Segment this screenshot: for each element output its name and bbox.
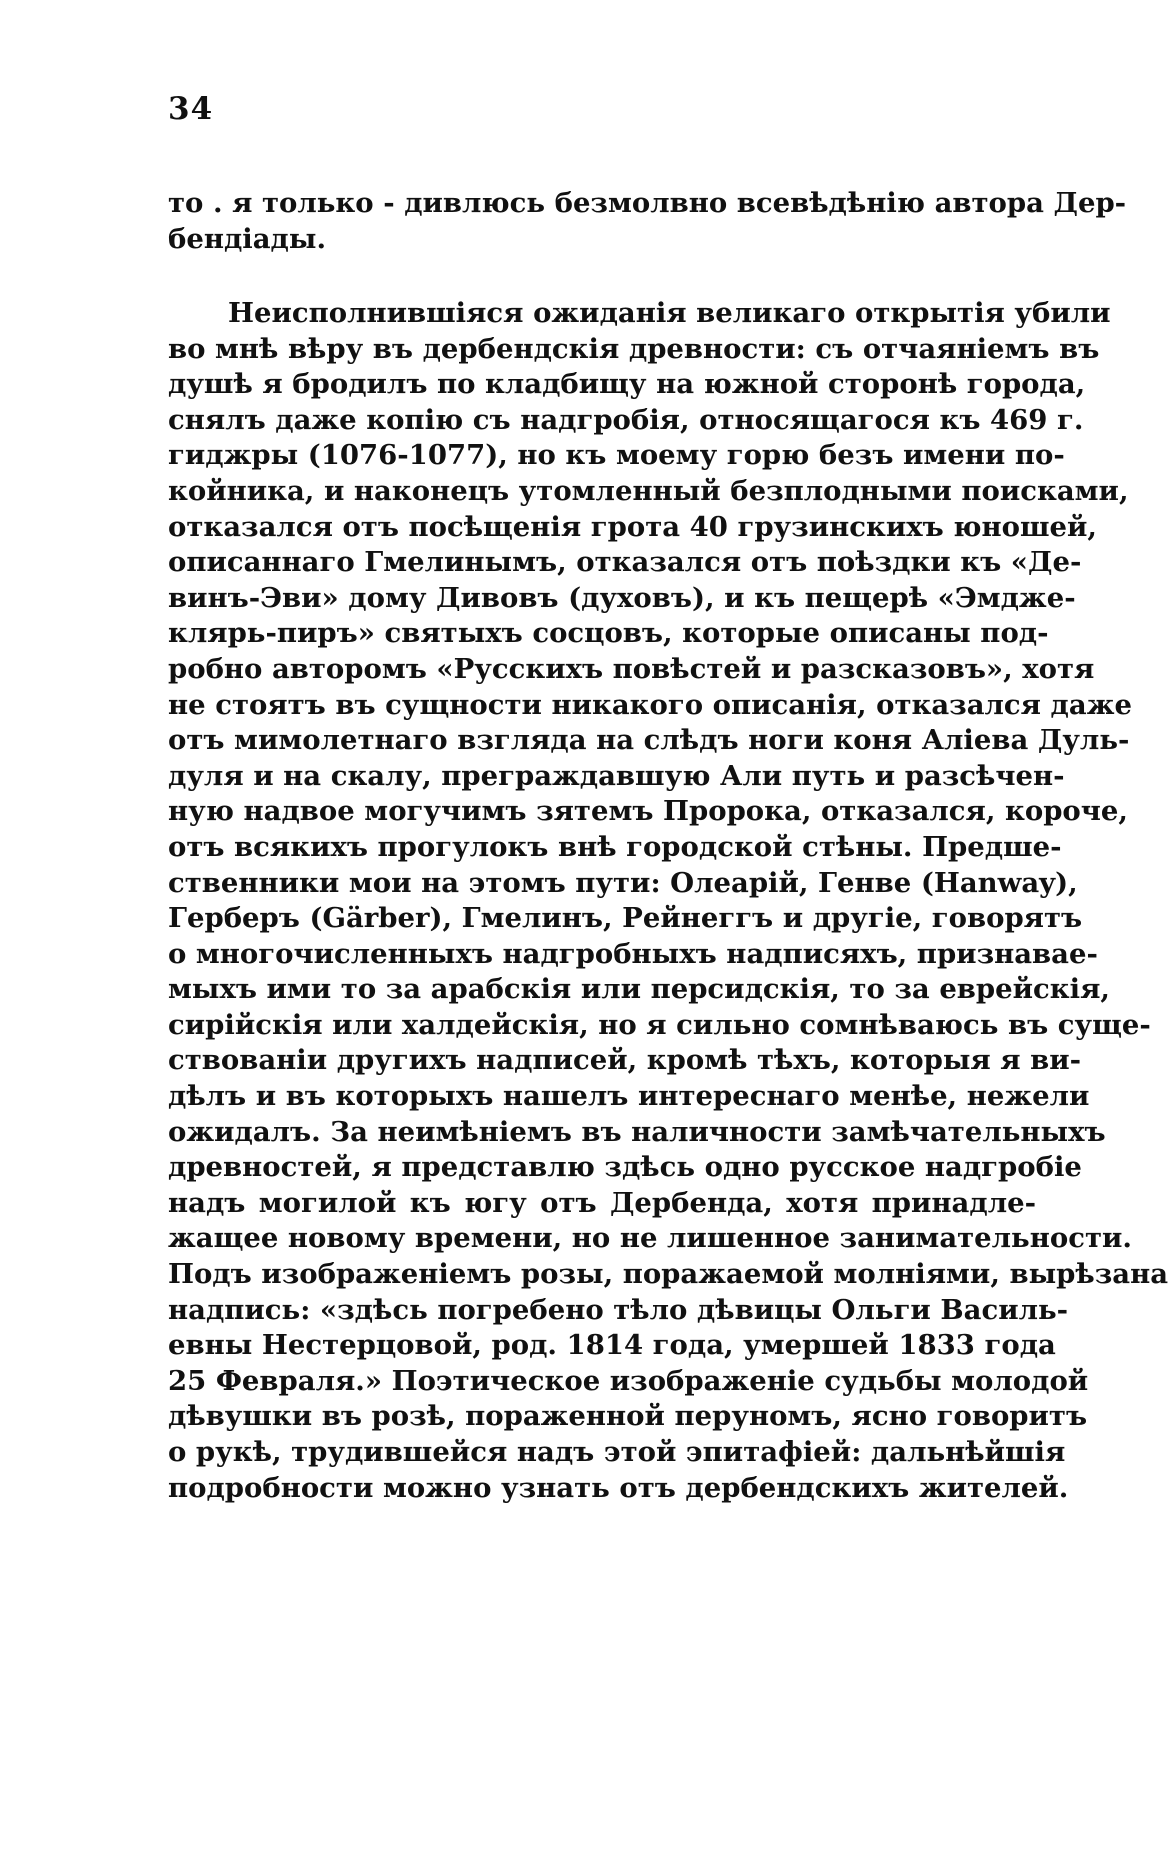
text-line: ную надвое могучимъ зятемъ Пророка, отказался, короче, bbox=[168, 795, 1128, 828]
text-line: ственники мои на этомъ пути: Олеарій, Генве (Hanway), bbox=[168, 866, 1078, 899]
text-line: древностей, я представлю здѣсь одно русское надгробіе bbox=[168, 1151, 1082, 1184]
text-line: снялъ даже копію съ надгробія, относящагося къ 469 г. bbox=[168, 403, 1084, 436]
text-line: Неисполнившіяся ожиданія великаго открытія убили bbox=[228, 297, 1111, 329]
page-number: 34 bbox=[168, 91, 214, 127]
text-line: подробности можно узнать отъ дербендскихъ жителей. bbox=[168, 1471, 1069, 1504]
text-line: отъ мимолетнаго взгляда на слѣдъ ноги коня Аліева Дуль- bbox=[168, 724, 1130, 757]
text-line: душѣ я бродилъ по кладбищу на южной сторонѣ города, bbox=[168, 368, 1086, 401]
text-line: клярь-пиръ» святыхъ сосцовъ, которые описаны под- bbox=[168, 617, 1049, 650]
text-line: отказался отъ посѣщенія грота 40 грузинскихъ юношей, bbox=[168, 510, 1097, 543]
text-line: ствованіи другихъ надписей, кромѣ тѣхъ, которыя я ви- bbox=[168, 1044, 1082, 1077]
text-line: о многочисленныхъ надгробныхъ надписяхъ, признавае- bbox=[168, 937, 1098, 970]
text-line: винъ-Эви» дому Дивовъ (духовъ), и къ пещерѣ «Эмдже- bbox=[168, 581, 1076, 614]
text-line: Подъ изображеніемъ розы, поражаемой молніями, вырѣзана bbox=[168, 1258, 1168, 1291]
text-line: Герберъ (Gärber), Гмелинъ, Рейнеггъ и другіе, говорятъ bbox=[168, 902, 1083, 935]
paragraph-main bbox=[168, 296, 1168, 1506]
text-line: койника, и наконецъ утомленный безплодными поисками, bbox=[168, 474, 1129, 507]
text-line: жащее новому времени, но не лишенное занимательности. bbox=[168, 1222, 1132, 1255]
text-line: отъ всякихъ прогулокъ внѣ городской стѣны. Предше- bbox=[168, 830, 1062, 863]
text-line: описаннаго Гмелинымъ, отказался отъ поѣздки къ «Де- bbox=[168, 546, 1082, 579]
text-line: сирійскія или халдейскія, но я сильно сомнѣваюсь въ суще- bbox=[168, 1008, 1151, 1041]
paragraph-continuation bbox=[168, 186, 1127, 257]
text-line: не стоятъ въ сущности никакого описанія, отказался даже bbox=[168, 688, 1132, 721]
text-line: дуля и на скалу, преграждавшую Али путь и разсѣчен- bbox=[168, 759, 1065, 792]
text-line: во мнѣ вѣру въ дербендскія древности: съ отчаяніемъ въ bbox=[168, 332, 1100, 365]
text-line: бендіады. bbox=[168, 222, 327, 255]
text-line: мыхъ ими то за арабскія или персидскія, то за еврейскія, bbox=[168, 973, 1110, 1006]
text-line: дѣлъ и въ которыхъ нашелъ интереснаго менѣе, нежели bbox=[168, 1080, 1090, 1113]
text-line: ожидалъ. За неимѣніемъ въ наличности замѣчательныхъ bbox=[168, 1115, 1106, 1148]
text-line: гиджры (1076-1077), но къ моему горю безъ имени по- bbox=[168, 439, 1065, 472]
text-line: робно авторомъ «Русскихъ повѣстей и разсказовъ», хотя bbox=[168, 652, 1095, 685]
text-line: о рукѣ, трудившейся надъ этой эпитафіей: дальнѣйшія bbox=[168, 1436, 1066, 1468]
text-line: то . я только - дивлюсь безмолвно всевѣдѣнію автора Дер- bbox=[168, 187, 1127, 219]
text-line: 25 Февраля.» Поэтическое изображеніе судьбы молодой bbox=[168, 1364, 1089, 1397]
text-line: евны Нестерцовой, род. 1814 года, умершей 1833 года bbox=[168, 1329, 1056, 1362]
text-line: дѣвушки въ розѣ, пораженной перуномъ, ясно говоритъ bbox=[168, 1400, 1088, 1433]
text-line: надъ могилой къ югу отъ Дербенда, хотя принадле- bbox=[168, 1186, 1036, 1219]
text-line: надпись: «здѣсь погребено тѣло дѣвицы Ольги Василь- bbox=[168, 1293, 1069, 1326]
